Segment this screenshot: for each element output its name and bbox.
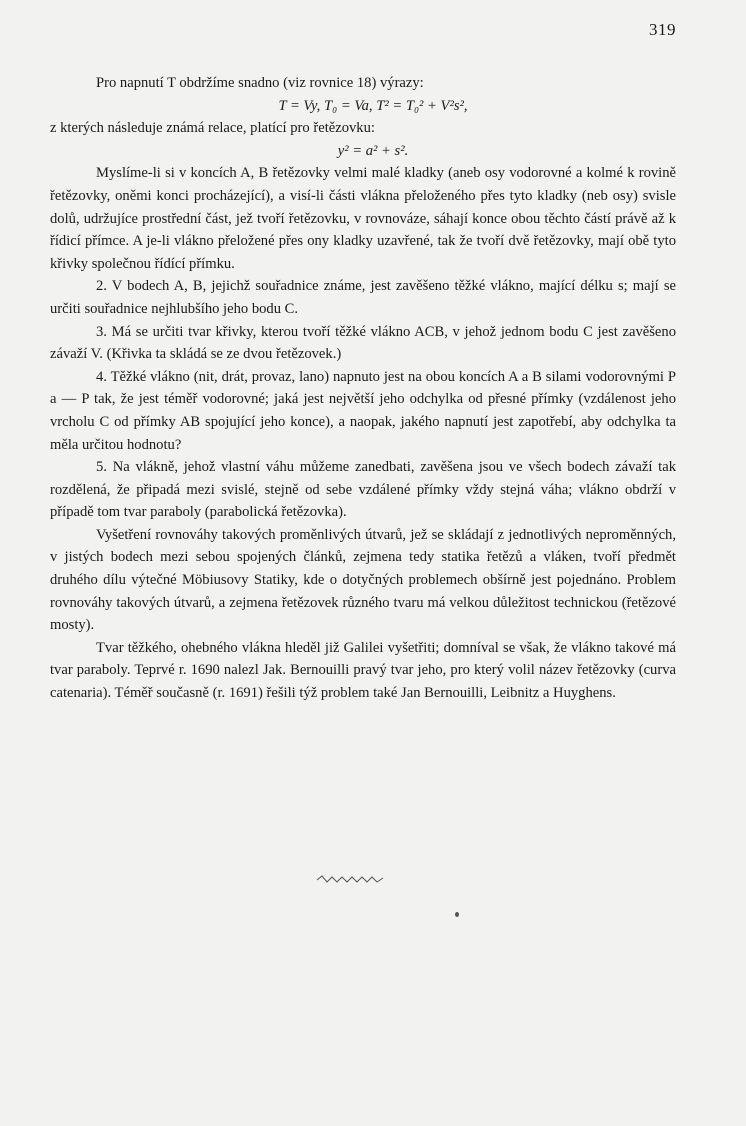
ornament-divider-icon xyxy=(315,874,385,886)
equation: y² = a² + s². xyxy=(337,142,409,159)
equation: T = Vy, T₀ = Va, T² = T₀² + V²s², xyxy=(278,97,468,114)
paragraph: Vyšetření rovnováhy takových proměnlivých útvarů, jež se skládají z jednotlivých neproměnných, v jistých bodech mezi sebou spojených článků, zejmena tedy statika řetězů a vláken, tvoří předmět druhého dílu výtečné Möbiusovy Statiky, kde o dotyčných problemech obšírně jest pojednáno. Problem rovnováhy takových útvarů, a zejmena řetězovek různého tvaru má velkou důležitost technickou (řetězové mosty). xyxy=(50,526,676,634)
exercise-4: 4. Těžké vlákno (nit, drát, provaz, lano) napnuto jest na obou koncích A a B silami vodorovnými P a — P tak, že jest téměř vodorovné; jaká jest největší jeho odchylka od přesné přímky (vzdálenost jeho vrcholu C od přímky AB spojující jeho konce), a naopak, jakého napnutí jest zapotřebí, aby odchylka ta měla určitou hodnotu? xyxy=(50,368,676,453)
exercise-5: 5. Na vlákně, jehož vlastní váhu můžeme zanedbati, zavěšena jsou ve všech bodech závaží tak rozdělená, že připadá mezi svislé, stejně od sebe vzdálené přímky vždy stejná váha; vlákno obdrží v případě tom tvar paraboly (parabolická řetězovka). xyxy=(50,459,676,521)
exercise-3: 3. Má se určiti tvar křivky, kterou tvoří těžké vlákno ACB, v jehož jednom bodu C jest zavěšeno závaží V. (Křivka ta skládá se ze dvou řetězovek.) xyxy=(50,323,676,363)
paragraph: Pro napnutí T obdržíme snadno (viz rovnice 18) výrazy: xyxy=(96,75,424,91)
exercise-2: 2. V bodech A, B, jejichž souřadnice známe, jest zavěšeno těžké vlákno, mající délku s; mají se určiti souřadnice nejhlubšího jeho bodu C. xyxy=(50,278,676,317)
paragraph: Myslíme-li si v koncích A, B řetězovky velmi malé kladky (aneb osy vodorovné a kolmé k rovině řetězovky, oněmi konci procházející), a visí-li části vlákna přeloženého přes tyto kladky (neb osy) svisle dolů, udržujíce prostřední část, jež tvoří řetězovku, v rovnováze, sáhají konce obou těchto částí právě až k řídicí přímce. A je-li vlákno přeložené přes ony kladky uzavřené, tak že tvoří dvě řetězovky, mají obě tyto křivky společnou řídící přímku. xyxy=(50,165,676,272)
paragraph: Tvar těžkého, ohebného vlákna hleděl již Galilei vyšetřiti; domníval se však, že vlákno takové má tvar paraboly. Teprvé r. 1690 nalezl Jak. Bernouilli pravý tvar jeho, pro který volil název řetězovky (curva catenaria). Téměř současně (r. 1691) řešili týž problem také Jan Bernouilli, Leibnitz a Huyghens. xyxy=(50,639,676,702)
paragraph: z kterých následuje známá relace, platící pro řetězovku: xyxy=(50,120,375,137)
page-body xyxy=(50,72,676,705)
page-number: 319 xyxy=(649,20,676,39)
speck-mark xyxy=(455,912,459,917)
